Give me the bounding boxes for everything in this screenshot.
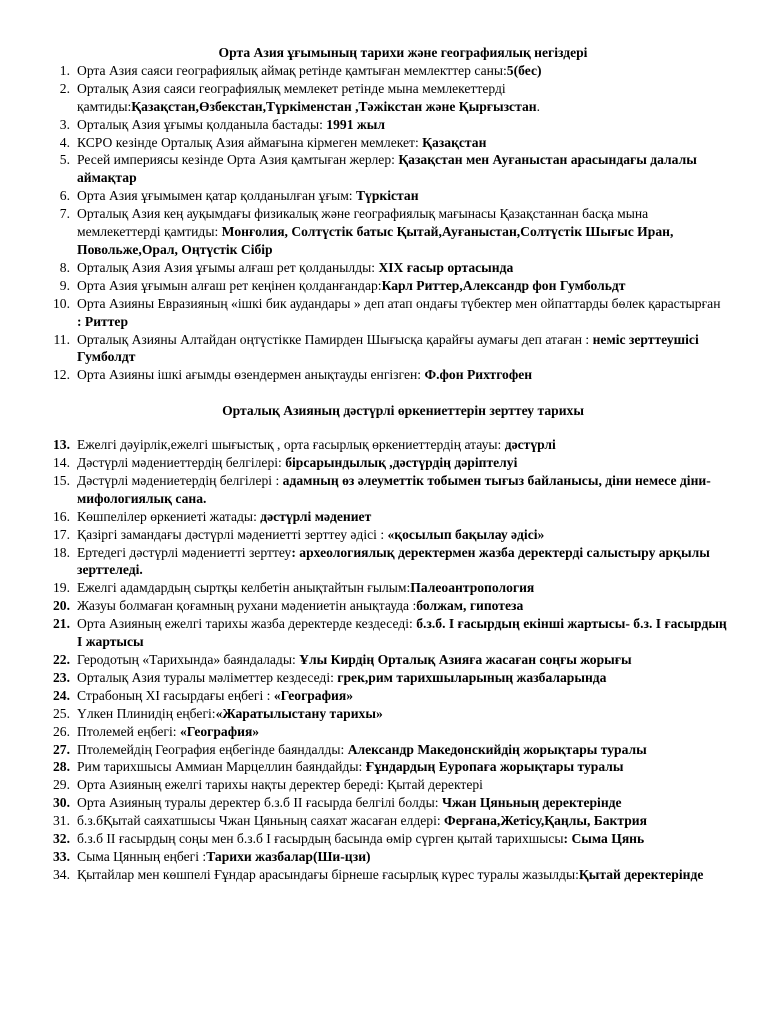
item-number: 17.	[53, 526, 70, 542]
item-number: 18.	[53, 544, 70, 560]
question-text: Орталық Азия ұғымы қолданыла бастады:	[77, 116, 327, 132]
question-text: Рим тарихшысы Аммиан Марцеллин баяндайды:	[77, 759, 366, 775]
question-text: Орта Азия ұғымын алғаш рет кеңінен қолданғандар:	[77, 277, 382, 293]
item-number: 23.	[53, 669, 70, 685]
answer-text: Қазақстан,Өзбекстан,Түркіменстан ,Тәжікстан және Қырғызстан	[131, 98, 537, 114]
item-number: 11.	[53, 331, 70, 347]
item-text	[70, 848, 728, 866]
list-item	[38, 366, 728, 384]
list-item	[38, 331, 728, 367]
item-number: 30.	[53, 795, 70, 811]
list-item	[38, 615, 728, 651]
item-number: 12.	[53, 367, 70, 383]
item-number: 15.	[53, 472, 70, 488]
item-text	[70, 830, 728, 848]
question-text: Ресей империясы кезінде Орта Азия қамтыған жерлер:	[77, 152, 399, 168]
item-number: 31.	[53, 813, 70, 829]
item-text	[70, 579, 728, 597]
answer-text: «Жаратылыстану тарихы»	[215, 705, 383, 721]
question-text: Орта Азияны Евразияның «ішкі бик аудандары » деп атап ондағы түбектер мен ойпаттарды бөлек қарастырған	[77, 295, 721, 311]
item-text	[70, 705, 728, 723]
item-number: 4.	[59, 134, 70, 150]
question-text: Орта Азия ұғымымен қатар қолданылған ұғым:	[77, 188, 356, 204]
question-text: Геродотың «Тарихында» баяндалады:	[77, 652, 300, 667]
answer-text: : Риттер	[77, 313, 129, 329]
item-number: 13.	[53, 437, 70, 453]
list-item	[38, 80, 728, 116]
item-text	[70, 866, 728, 884]
item-number: 8.	[59, 259, 70, 275]
item-number: 9.	[59, 277, 70, 293]
item-number: 22.	[53, 652, 70, 667]
item-text	[70, 116, 728, 134]
answer-text: Қытай деректерінде	[578, 866, 704, 882]
answer-text: : археологиялық деректермен жазба деректерді салыстыру арқылы зерттеледі.	[77, 544, 710, 578]
list-item	[38, 116, 728, 134]
item-text	[70, 723, 728, 741]
question-text: Ежелгі дәуірлік,ежелгі шығыстық , орта ғасырлық өркениеттердің атауы:	[77, 437, 505, 453]
item-number: 14.	[53, 455, 70, 471]
list-item	[38, 830, 728, 848]
question-text: Орталық Азия саяси географиялық мемлекет ретінде мына мемлекеттерді қамтиды:	[77, 80, 506, 114]
answer-text: болжам, гипотеза	[416, 598, 524, 614]
answer-text: дәстүрлі мәдениет	[260, 508, 372, 524]
item-text	[70, 454, 728, 472]
trailing-punct: .	[536, 98, 540, 114]
question-text: Орта Азияның ежелгі тарихы жазба деректерде кездеседі:	[77, 616, 417, 632]
item-number: 34.	[53, 866, 70, 882]
question-text: Орта Азияның ежелгі тарихы нақты деректер береді: Қытай деректері	[77, 777, 483, 793]
answer-text: адамның өз әлеуметтік тобымен тығыз байланысы, діни немесе діни-мифологиялық сана.	[77, 472, 711, 506]
item-text	[70, 205, 728, 259]
question-text: Орталық Азия кең ауқымдағы физикалық және географиялық мағынасы Қазақстаннан басқа мына мемлекеттерді қамтиды:	[77, 206, 649, 240]
answer-text: «қосылып бақылау әдісі»	[387, 526, 545, 542]
list-item	[38, 866, 728, 884]
question-text: Дәстүрлі мәдениетердің белгілері :	[77, 472, 283, 488]
item-number: 25.	[53, 705, 70, 721]
item-text	[70, 526, 728, 544]
item-text	[70, 80, 728, 116]
list-item	[38, 277, 728, 295]
question-text: Ертедегі дәстүрлі мәдениетті зерттеу	[77, 544, 292, 560]
item-number: 29.	[53, 777, 70, 793]
list-item	[38, 134, 728, 152]
answer-text: Тарихи жазбалар(Ши-цзи)	[206, 848, 371, 864]
item-text	[70, 295, 728, 331]
list-item	[38, 508, 728, 526]
section-heading-1: Орта Азия ұғымының тарихи және географиялық негіздері	[218, 45, 588, 60]
answer-text: Қазақстан мен Ауғаныстан арасындағы далалы аймақтар	[77, 152, 697, 186]
item-text	[70, 331, 728, 367]
question-text: Қытайлар мен көшпелі Ғұндар арасындағы бірнеше ғасырлық күрес туралы жазылды:	[77, 866, 579, 882]
list-item	[38, 758, 728, 776]
answer-text: Ферғана,Жетісу,Қаңлы, Бактрия	[444, 813, 647, 829]
item-text	[70, 669, 728, 687]
answer-text: XIX ғасыр ортасында	[378, 259, 514, 275]
answer-text: «География»	[273, 687, 353, 703]
item-number: 19.	[53, 580, 70, 596]
item-text	[70, 151, 728, 187]
answer-text: неміс зерттеушісі Гумболдт	[77, 331, 699, 365]
answer-text: Палеоантропология	[410, 580, 535, 596]
item-number: 21.	[53, 616, 70, 632]
question-text: б.з.бҚытай саяхатшысы Чжан Цяньның саяхат жасаған елдері:	[77, 813, 445, 829]
list-item	[38, 472, 728, 508]
question-text: Орталық Азия Азия ұғымы алғаш рет қолданылды:	[77, 259, 379, 275]
list-item	[38, 741, 728, 759]
question-text: Сыма Цянның еңбегі :	[77, 848, 207, 864]
answer-text: «География»	[179, 723, 260, 739]
question-list-1	[38, 62, 728, 384]
answer-text: Чжан Цяньның деректерінде	[441, 795, 622, 811]
list-item	[38, 848, 728, 866]
list-item	[38, 687, 728, 705]
list-item	[38, 436, 728, 454]
item-text	[70, 277, 728, 295]
answer-text: 1991 жыл	[326, 116, 385, 132]
list-item	[38, 705, 728, 723]
item-number: 6.	[59, 188, 70, 204]
item-number: 24.	[53, 687, 70, 703]
question-text: Птолемей еңбегі:	[77, 723, 180, 739]
item-text	[70, 366, 728, 384]
question-text: Птолемейдің География еңбегінде баяндалды:	[77, 741, 348, 757]
item-number: 7.	[59, 206, 70, 222]
question-text: КСРО кезінде Орталық Азия аймағына кірмеген мемлекет:	[77, 134, 423, 150]
answer-text: б.з.б. I ғасырдың екінші жартысы- б.з. I ғасырдың I жартысы	[77, 616, 727, 650]
item-text	[70, 62, 728, 80]
question-text: Үлкен Плинидің еңбегі:	[77, 705, 216, 721]
answer-text: Монғолия, Солтүстік батыс Қытай,Ауғаныстан,Солтүстік Шығыс Иран, Повольже,Орал, Оңтүстік Сібір	[77, 224, 674, 257]
answer-text: Ғұндардың Еуропаға жорықтары туралы	[365, 759, 624, 775]
list-item	[38, 259, 728, 277]
item-text	[70, 794, 728, 812]
item-text	[70, 544, 728, 580]
list-item	[38, 62, 728, 80]
section-heading-2: Орталық Азияның дәстүрлі өркениеттерін зерттеу тарихы	[222, 403, 584, 419]
list-item	[38, 812, 728, 830]
item-number: 32.	[53, 831, 70, 847]
item-text	[70, 134, 728, 152]
list-item	[38, 776, 728, 794]
answer-text: грек,рим тарихшыларының жазбаларында	[337, 669, 607, 685]
item-text	[70, 776, 728, 794]
question-text: Орталық Азия туралы мәліметтер кездеседі:	[77, 669, 338, 685]
item-number: 2.	[59, 80, 70, 96]
question-text: Орта Азияны ішкі ағымды өзендермен анықтауды енгізген:	[77, 367, 425, 383]
question-text: Ежелгі адамдардың сыртқы келбетін анықтайтын ғылым:	[77, 580, 411, 596]
list-item	[38, 454, 728, 472]
list-item	[38, 526, 728, 544]
item-number: 33.	[53, 848, 70, 864]
item-text	[70, 472, 728, 508]
question-text: Страбоның XI ғасырдағы еңбегі :	[77, 687, 274, 703]
question-text: б.з.б II ғасырдың соңы мен б.з.б I ғасырдың басында өмір сүрген қытай тарихшысы	[77, 831, 564, 847]
question-text: Көшпелілер өркениеті жатады:	[77, 508, 261, 524]
list-item	[38, 579, 728, 597]
question-list-2	[38, 436, 728, 884]
item-text	[70, 758, 728, 776]
item-number: 26.	[53, 723, 70, 739]
list-item	[38, 723, 728, 741]
item-number: 20.	[53, 598, 70, 614]
answer-text: Александр Македонскийдің жорықтары туралы	[347, 741, 647, 757]
list-item	[38, 597, 728, 615]
item-text	[70, 651, 728, 669]
item-text	[70, 597, 728, 615]
answer-text: Қазақстан	[422, 134, 487, 150]
list-item	[38, 544, 728, 580]
answer-text: Ұлы Кирдің Орталық Азияға жасаған соңғы жорығы	[299, 652, 632, 667]
list-item	[38, 651, 728, 669]
item-number: 16.	[53, 508, 70, 524]
answer-text: 5(бес)	[506, 62, 542, 78]
answer-text: Ф.фон Рихтгофен	[424, 367, 533, 383]
item-text	[70, 436, 728, 454]
question-text: Дәстүрлі мәдениеттердің белгілері:	[77, 455, 286, 471]
item-number: 10.	[53, 295, 70, 311]
list-item	[38, 669, 728, 687]
answer-text: Түркістан	[355, 188, 419, 204]
item-text	[70, 741, 728, 759]
question-text: Орталық Азияны Алтайдан оңтүстікке Памирден Шығысқа қарайғы аумағы деп атаған :	[77, 331, 593, 347]
list-item	[38, 205, 728, 259]
answer-text: дәстүрлі	[504, 437, 556, 453]
list-item	[38, 794, 728, 812]
item-text	[70, 687, 728, 705]
question-text: Жазуы болмаған қоғамның рухани мәдениетін анықтауда :	[77, 598, 417, 614]
list-item	[38, 151, 728, 187]
item-number: 5.	[59, 152, 70, 168]
answer-text: : Сыма Цянь	[563, 831, 645, 847]
item-text	[70, 508, 728, 526]
item-number: 27.	[53, 741, 70, 757]
question-text: Қазіргі замандағы дәстүрлі мәдениетті зерттеу әдісі :	[77, 526, 388, 542]
question-text: Орта Азия саяси географиялық аймақ ретінде қамтыған мемлекттер саны:	[77, 62, 507, 78]
item-number: 28.	[53, 759, 70, 775]
item-number: 3.	[59, 116, 70, 132]
item-number: 1.	[59, 62, 70, 78]
answer-text: Карл Риттер,Александр фон Гумбольдт	[381, 277, 626, 293]
answer-text: бірсарындылық ,дәстүрдің дәріптелуі	[285, 455, 518, 471]
question-text: Орта Азияның туралы деректер б.з.б II ғасырда белгілі болды:	[77, 795, 442, 811]
list-item	[38, 187, 728, 205]
item-text	[70, 812, 728, 830]
list-item	[38, 295, 728, 331]
item-text	[70, 259, 728, 277]
item-text	[70, 615, 728, 651]
item-text	[70, 187, 728, 205]
